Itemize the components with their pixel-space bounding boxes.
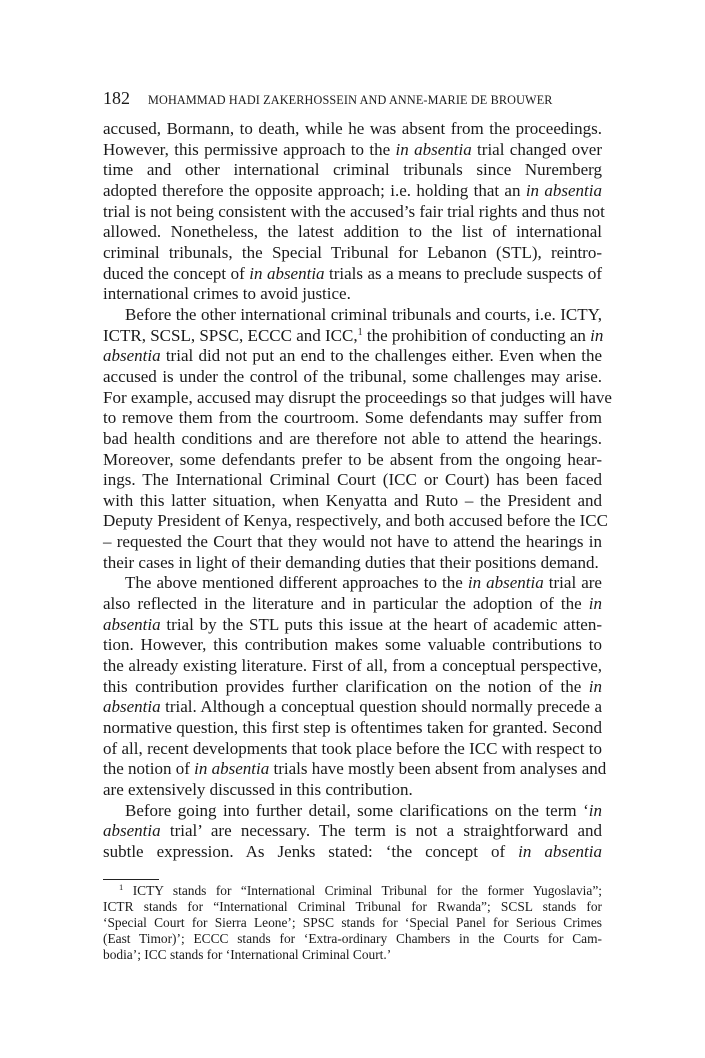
body-line: adopted therefore the opposite approach; i.e. holding that an in absentia <box>103 180 602 200</box>
body-line: ICTR, SCSL, SPSC, ECCC and ICC,$^1$ the prohibition of conducting an in <box>103 325 604 345</box>
footnote-line: ICTR stands for “International Criminal Tribunal for Rwanda”; SCSL stands for <box>103 899 602 914</box>
body-line: time and other international criminal tribunals since Nuremberg <box>103 160 602 180</box>
footnote-marker: 1 <box>357 326 363 338</box>
body-line: However, this permissive approach to the in absentia trial changed over <box>103 139 602 159</box>
running-head-authors: MOHAMMAD HADI ZAKERHOSSEIN AND ANNE-MARIE DE BROUWER <box>148 93 553 107</box>
italic-term: absentia <box>103 346 161 366</box>
italic-term: absentia <box>103 821 161 841</box>
body-line: The above mentioned different approaches to the in absentia trial are <box>125 573 602 593</box>
italic-term: in absentia <box>518 841 602 861</box>
body-line: tion. However, this contribution makes some valuable contributions to <box>103 635 602 655</box>
italic-term: in <box>588 800 602 820</box>
body-line: absentia trial’ are necessary. The term is not a straightforward and <box>103 821 602 841</box>
body-line: are extensively discussed in this contribution. <box>103 780 413 799</box>
body-line: of all, recent developments that took place before the ICC with respect to <box>103 738 602 758</box>
page-number: 182 <box>103 88 130 108</box>
body-text <box>103 119 612 863</box>
body-line: this contribution provides further clarification on the notion of the in <box>103 676 602 696</box>
body-line: Before the other international criminal tribunals and courts, i.e. ICTY, <box>125 304 602 324</box>
italic-term: in <box>588 594 602 614</box>
body-line: normative question, this first step is oftentimes taken for granted. Second <box>103 718 602 738</box>
footnote-line: (East Timor)’; ECCC stands for ‘Extra-ordinary Chambers in the Courts for Cam- <box>103 931 602 946</box>
body-line: absentia trial by the STL puts this issue at the heart of academic atten- <box>103 614 602 634</box>
body-line: with this latter situation, when Kenyatta and Ruto – the President and <box>103 490 602 510</box>
footnote-line: bodia’; ICC stands for ‘International Criminal Court.’ <box>103 947 392 962</box>
body-line: absentia trial. Although a conceptual question should normally precede a <box>103 697 602 717</box>
body-line: to remove them from the courtroom. Some defendants may suffer from <box>103 408 602 428</box>
italic-term: in absentia <box>395 139 472 159</box>
body-line: – requested the Court that they would not have to attend the hearings in <box>103 532 602 552</box>
body-line: trial is not being consistent with the accused’s fair trial rights and thus not <box>103 201 605 221</box>
body-line: subtle expression. As Jenks stated: ‘the concept of in absentia <box>103 841 602 861</box>
body-line: bad health conditions and are therefore not able to attend the hearings. <box>103 428 602 448</box>
italic-term: in <box>588 676 602 696</box>
footnote-line: $^1$ ICTY stands for “International Criminal Tribunal for the former Yugoslavia”; <box>119 882 602 898</box>
body-line: the already existing literature. First of all, from a conceptual perspective, <box>103 656 602 676</box>
italic-term: in absentia <box>249 263 325 283</box>
body-line: accused is under the control of the tribunal, some challenges may arise. <box>103 366 602 386</box>
body-line: international crimes to avoid justice. <box>103 284 351 304</box>
body-line: accused, Bormann, to death, while he was absent from the proceedings. <box>103 119 602 138</box>
italic-term: absentia <box>103 697 161 717</box>
footnote-line: ‘Special Court for Sierra Leone’; SPSC stands for ‘Special Panel for Serious Crimes <box>103 915 602 930</box>
body-line: duced the concept of in absentia trials as a means to preclude suspects of <box>103 263 602 283</box>
body-line: their cases in light of their demanding duties that their positions demand. <box>103 552 599 572</box>
body-line: also reflected in the literature and in particular the adoption of the in <box>103 594 602 614</box>
body-line: criminal tribunals, the Special Tribunal for Lebanon (STL), reintro- <box>103 242 602 262</box>
italic-term: in absentia <box>194 759 270 779</box>
body-line: Deputy President of Kenya, respectively, and both accused before the ICC <box>103 511 608 531</box>
italic-term: in absentia <box>467 573 544 593</box>
body-line: allowed. Nonetheless, the latest addition to the list of international <box>103 222 602 242</box>
italic-term: in <box>590 325 604 345</box>
footnote-marker: 1 <box>119 882 124 892</box>
footnote-rule <box>103 879 159 880</box>
body-line: the notion of in absentia trials have mostly been absent from analyses and <box>103 759 607 779</box>
body-line: For example, accused may disrupt the proceedings so that judges will have <box>103 387 612 407</box>
italic-term: absentia <box>103 614 161 634</box>
body-line: ings. The International Criminal Court (ICC or Court) has been faced <box>103 470 602 490</box>
running-header <box>103 88 603 109</box>
footnote <box>103 883 602 963</box>
italic-term: in absentia <box>525 180 602 200</box>
body-line: absentia trial did not put an end to the challenges either. Even when the <box>103 346 602 366</box>
body-line: Before going into further detail, some clarifications on the term ‘in <box>125 800 602 820</box>
body-line: Moreover, some defendants prefer to be absent from the ongoing hear- <box>103 449 602 469</box>
